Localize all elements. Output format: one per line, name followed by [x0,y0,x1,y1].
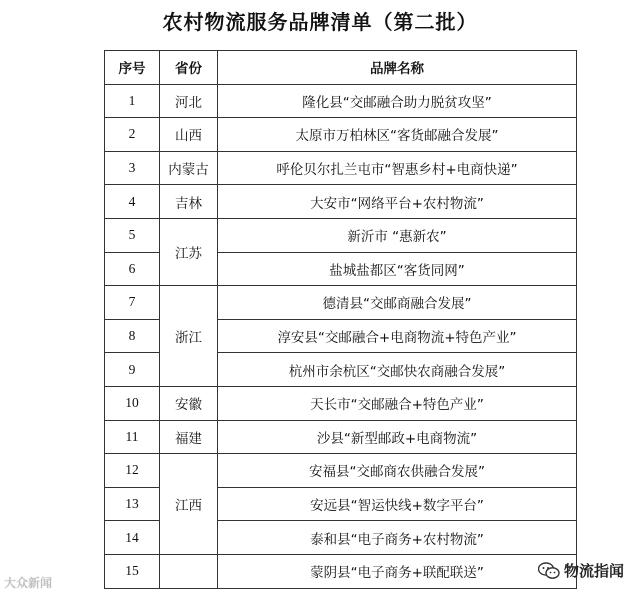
row-brand: 新沂市 “惠新农” [218,218,577,252]
brand-table [104,50,577,589]
wechat-icon [538,562,560,580]
page-title: 农村物流服务品牌清单（第二批） [162,10,478,34]
table-row [105,386,577,420]
table-row [105,554,577,588]
row-province: 浙江 [160,286,218,387]
watermark-left-text: 大众新闻 [4,576,53,590]
table-row [105,286,577,320]
header-brand-name: 品牌名称 [218,51,577,85]
row-province: 河北 [160,84,218,118]
row-number: 8 [105,319,160,353]
watermark-right-text: 物流指闻 [563,562,624,580]
header-province: 省份 [160,51,218,85]
row-province: 福建 [160,420,218,454]
table-row [105,454,577,488]
row-number: 9 [105,353,160,387]
table-row [105,151,577,185]
row-province: 安徽 [160,386,218,420]
row-province: 江苏 [160,218,218,285]
row-brand: 盐城盐都区“客货同网” [218,252,577,286]
table-row [105,84,577,118]
row-brand: 天长市“交邮融合+特色产业” [218,386,577,420]
row-brand: 大安市“网络平台+农村物流” [218,185,577,219]
row-province: 吉林 [160,185,218,219]
row-province: 江西 [160,454,218,555]
header-number: 序号 [105,51,160,85]
row-number: 12 [105,454,160,488]
row-number: 6 [105,252,160,286]
row-brand: 杭州市余杭区“交邮快农商融合发展” [218,353,577,387]
row-brand: 隆化县“交邮融合助力脱贫攻坚” [218,84,577,118]
watermark-left [4,574,52,591]
row-number: 14 [105,521,160,555]
row-number: 15 [105,554,160,588]
watermark-right [538,560,624,581]
row-brand: 德清县“交邮商融合发展” [218,286,577,320]
row-number: 5 [105,218,160,252]
row-province: 内蒙古 [160,151,218,185]
row-number: 2 [105,118,160,152]
row-brand: 安远县“智运快线+数字平台” [218,487,577,521]
row-province [160,554,218,588]
row-number: 3 [105,151,160,185]
row-brand: 蒙阴县“电子商务+联配联送” [218,554,577,588]
row-number: 7 [105,286,160,320]
row-brand: 安福县“交邮商农供融合发展” [218,454,577,488]
row-province: 山西 [160,118,218,152]
row-number: 1 [105,84,160,118]
row-number: 4 [105,185,160,219]
table-row [105,420,577,454]
row-brand: 呼伦贝尔扎兰屯市“智惠乡村+电商快递” [218,151,577,185]
table-row [105,218,577,252]
row-number: 11 [105,420,160,454]
row-brand: 泰和县“电子商务+农村物流” [218,521,577,555]
table-header-row [105,51,577,85]
row-brand: 淳安县“交邮融合+电商物流+特色产业” [218,319,577,353]
table-row [105,118,577,152]
table-row [105,185,577,219]
row-number: 10 [105,386,160,420]
row-brand: 沙县“新型邮政+电商物流” [218,420,577,454]
row-number: 13 [105,487,160,521]
row-brand: 太原市万柏林区“客货邮融合发展” [218,118,577,152]
